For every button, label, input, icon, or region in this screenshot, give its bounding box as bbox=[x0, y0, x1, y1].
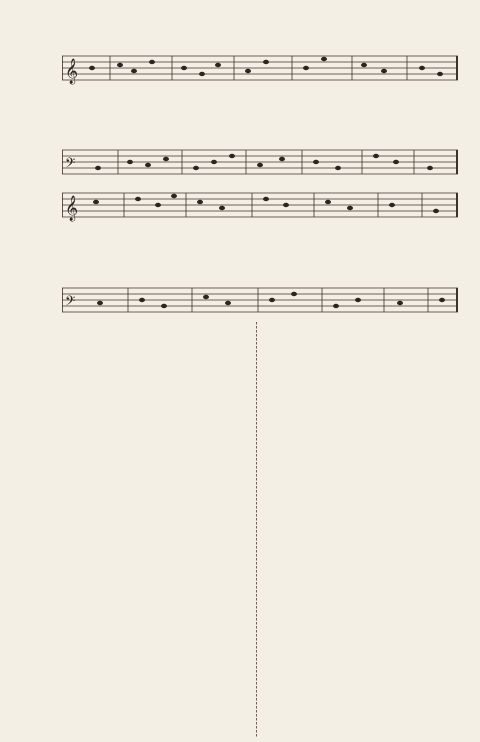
music-staff-2 bbox=[62, 142, 458, 182]
verse-line-1 bbox=[86, 91, 102, 104]
hymn-310-header bbox=[258, 322, 458, 336]
svg-text:𝄢: 𝄢 bbox=[65, 157, 76, 174]
svg-text:𝄞: 𝄞 bbox=[65, 58, 79, 83]
verse-line-3 bbox=[86, 117, 102, 130]
right-column bbox=[258, 320, 458, 338]
music-staff-4 bbox=[62, 280, 458, 320]
music-staff-3 bbox=[62, 185, 458, 225]
column-divider bbox=[256, 322, 257, 737]
verse-line-2 bbox=[86, 104, 102, 117]
music-staff-1 bbox=[62, 48, 458, 88]
svg-text:𝄞: 𝄞 bbox=[65, 195, 79, 220]
svg-text:𝄢: 𝄢 bbox=[65, 295, 76, 312]
